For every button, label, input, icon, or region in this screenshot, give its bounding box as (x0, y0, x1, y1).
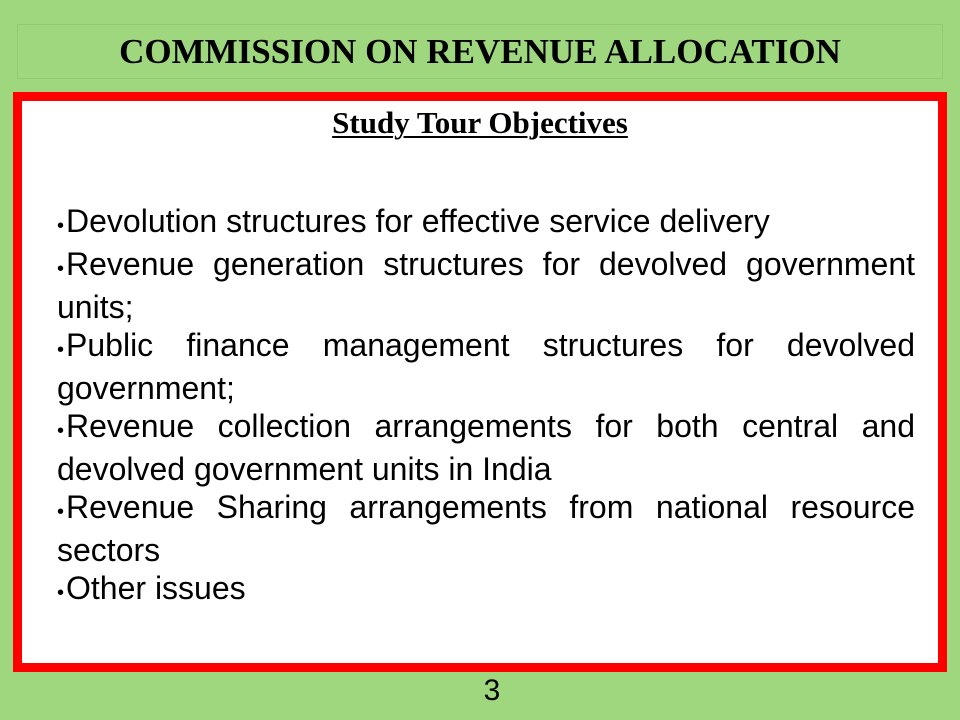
slide-title: COMMISSION ON REVENUE ALLOCATION (119, 31, 841, 71)
bullet-text: Revenue collection arrangements for both central and devolved government units in India (57, 408, 915, 487)
page-number: 3 (483, 674, 501, 707)
bullet-marker: • (57, 339, 65, 361)
bullet-item (57, 326, 915, 407)
bullet-marker: • (57, 215, 65, 237)
bullet-text: Revenue generation structures for devolved government units; (57, 246, 915, 325)
content-box (13, 92, 947, 672)
bullet-marker: • (57, 258, 65, 280)
bullet-marker: • (57, 420, 65, 442)
bullet-item (57, 245, 915, 326)
bullet-item (57, 569, 915, 612)
bullet-list (57, 202, 915, 612)
bullet-marker: • (57, 501, 65, 523)
bullet-item (57, 488, 915, 569)
bullet-text: Other issues (66, 570, 246, 606)
bullet-text: Revenue Sharing arrangements from national resource sectors (57, 489, 915, 568)
section-heading: Study Tour Objectives (332, 105, 628, 140)
bullet-item (57, 407, 915, 488)
bullet-item (57, 202, 915, 245)
title-banner (17, 24, 943, 79)
bullet-marker: • (57, 582, 65, 604)
bullet-text: Public finance management structures for devolved government; (57, 327, 915, 406)
bullet-text: Devolution structures for effective service delivery (66, 203, 770, 239)
